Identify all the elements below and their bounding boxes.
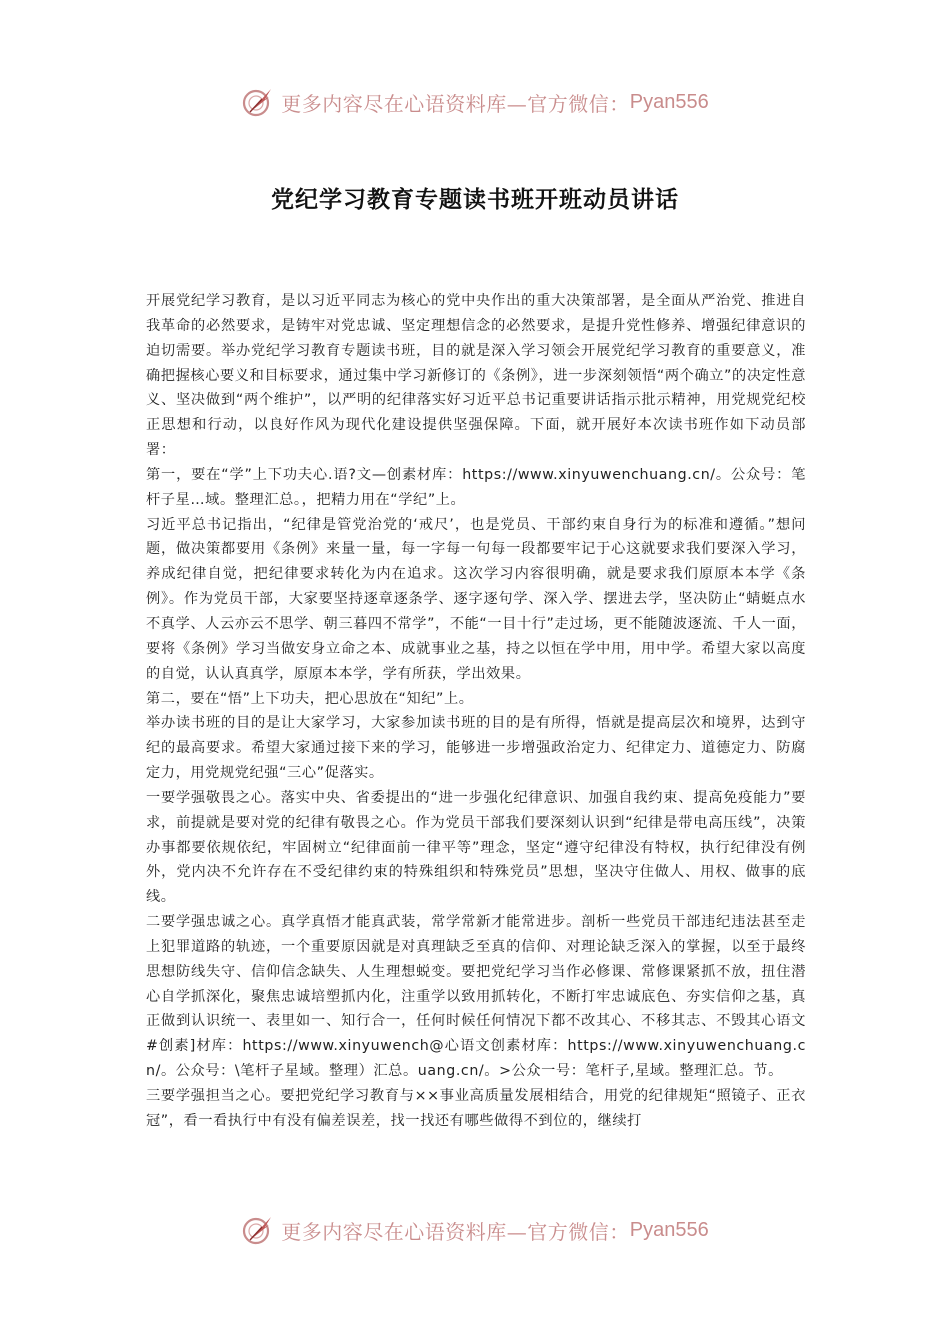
watermark-footer bbox=[0, 1208, 950, 1252]
quill-logo-icon bbox=[241, 85, 275, 119]
paragraph: 举办读书班的目的是让大家学习，大家参加读书班的目的是有所得，悟就是提高层次和境界，达到守纪的最高要求。希望大家通过接下来的学习，能够进一步增强政治定力、纪律定力、道德定力、防腐定力，用党规党纪强“三心”促落实。 bbox=[146, 715, 806, 782]
paragraph: 二要学强忠诚之心。真学真悟才能真武装，常学常新才能常进步。剖析一些党员干部违纪违法甚至走上犯罪道路的轨迹，一个重要原因就是对真理缺乏至真的信仰、对理论缺乏深入的掌握，以至于最终思想防线失守、信仰信念缺失、人生理想蜕变。要把党纪学习当作必修课、常修课紧抓不放，扭住潜心自学抓深化，聚焦忠诚培塑抓内化，注重学以致用抓转化，不断打牢忠诚底色、夯实信仰之基，真正做到认识统一、表里如一、知行合一，任何时候任何情况下都不改其心、不移其志、不毁其心语文#创素]材库：https://www.xinyuwench@心语文创素材库：https://www.xinyuwenchuang.cn/。公众号：\笔杆子星域。整理）汇总。uang.cn/。>公众一号：笔杆子,星域。整理汇总。节。 bbox=[146, 914, 806, 1080]
watermark-wechat-id: Pyan556 bbox=[629, 1218, 709, 1241]
watermark-wechat-id: Pyan556 bbox=[629, 90, 709, 113]
document-body bbox=[146, 289, 806, 1134]
quill-logo-icon bbox=[241, 1213, 275, 1247]
paragraph: 一要学强敬畏之心。落实中央、省委提出的“进一步强化纪律意识、加强自我约束、提高免疫能力”要求，前提就是要对党的纪律有敬畏之心。作为党员干部我们要深刻认识到“纪律是带电高压线”，决策办事都要依规依纪，牢固树立“纪律面前一律平等”理念，坚定“遵守纪律没有特权，执行纪律没有例外，党内决不允许存在不受纪律约束的特殊组织和特殊党员”思想，坚决守住做人、用权、做事的底线。 bbox=[146, 789, 806, 906]
watermark-text: 更多内容尽在心语资料库—官方微信： bbox=[281, 91, 630, 116]
paragraph: 第二，要在“悟”上下功夫，把心思放在“知纪”上。 bbox=[146, 690, 474, 707]
document-title: 党纪学习教育专题读书班开班动员讲话 bbox=[271, 187, 679, 213]
paragraph: 第一，要在“学”上下功夫心.语?文—创素材库：https://www.xinyuwenchuang.cn/。公众号：笔杆子星…域。整理汇总。，把精力用在“学纪”上。 bbox=[146, 466, 806, 508]
paragraph: 开展党纪学习教育，是以习近平同志为核心的党中央作出的重大决策部署，是全面从严治党、推进自我革命的必然要求，是铸牢对党忠诚、坚定理想信念的必然要求，是提升党性修养、增强纪律意识的迫切需要。举办党纪学习教育专题读书班，目的就是深入学习领会开展党纪学习教育的重要意义，准确把握核心要义和目标要求，通过集中学习新修订的《条例》，进一步深刻领悟“两个确立”的决定性意义、坚决做到“两个维护”，以严明的纪律落实好习近平总书记重要讲话指示批示精神，用党规党纪校正思想和行动，以良好作风为现代化建设提供坚强保障。下面，就开展好本次读书班作如下动员部署： bbox=[146, 293, 806, 459]
paragraph: 习近平总书记指出，“纪律是管党治党的‘戒尺’，也是党员、干部约束自身行为的标准和遵循。”想问题，做决策都要用《条例》来量一量，每一字每一句每一段都要牢记于心这就要求我们要深入学习，养成纪律自觉，把纪律要求转化为内在追求。这次学习内容很明确，就是要求我们原原本本学《条例》。作为党员干部，大家要坚持逐章逐条学、逐字逐句学、深入学、摆进去学，坚决防止“蜻蜓点水不真学、人云亦云不思学、朝三暮四不常学”，不能“一目十行”走过场，更不能随波逐流、千人一面，要将《条例》学习当做安身立命之本、成就事业之基，持之以恒在学中用，用中学。希望大家以高度的自觉，认认真真学，原原本本学，学有所获，学出效果。 bbox=[146, 516, 806, 682]
watermark-header bbox=[0, 80, 950, 124]
paragraph: 三要学强担当之心。要把党纪学习教育与××事业高质量发展相结合，用党的纪律规矩“照镜子、正衣冠”，看一看执行中有没有偏差误差，找一找还有哪些做得不到位的，继续打 bbox=[146, 1088, 806, 1129]
watermark-text: 更多内容尽在心语资料库—官方微信： bbox=[281, 1219, 630, 1244]
